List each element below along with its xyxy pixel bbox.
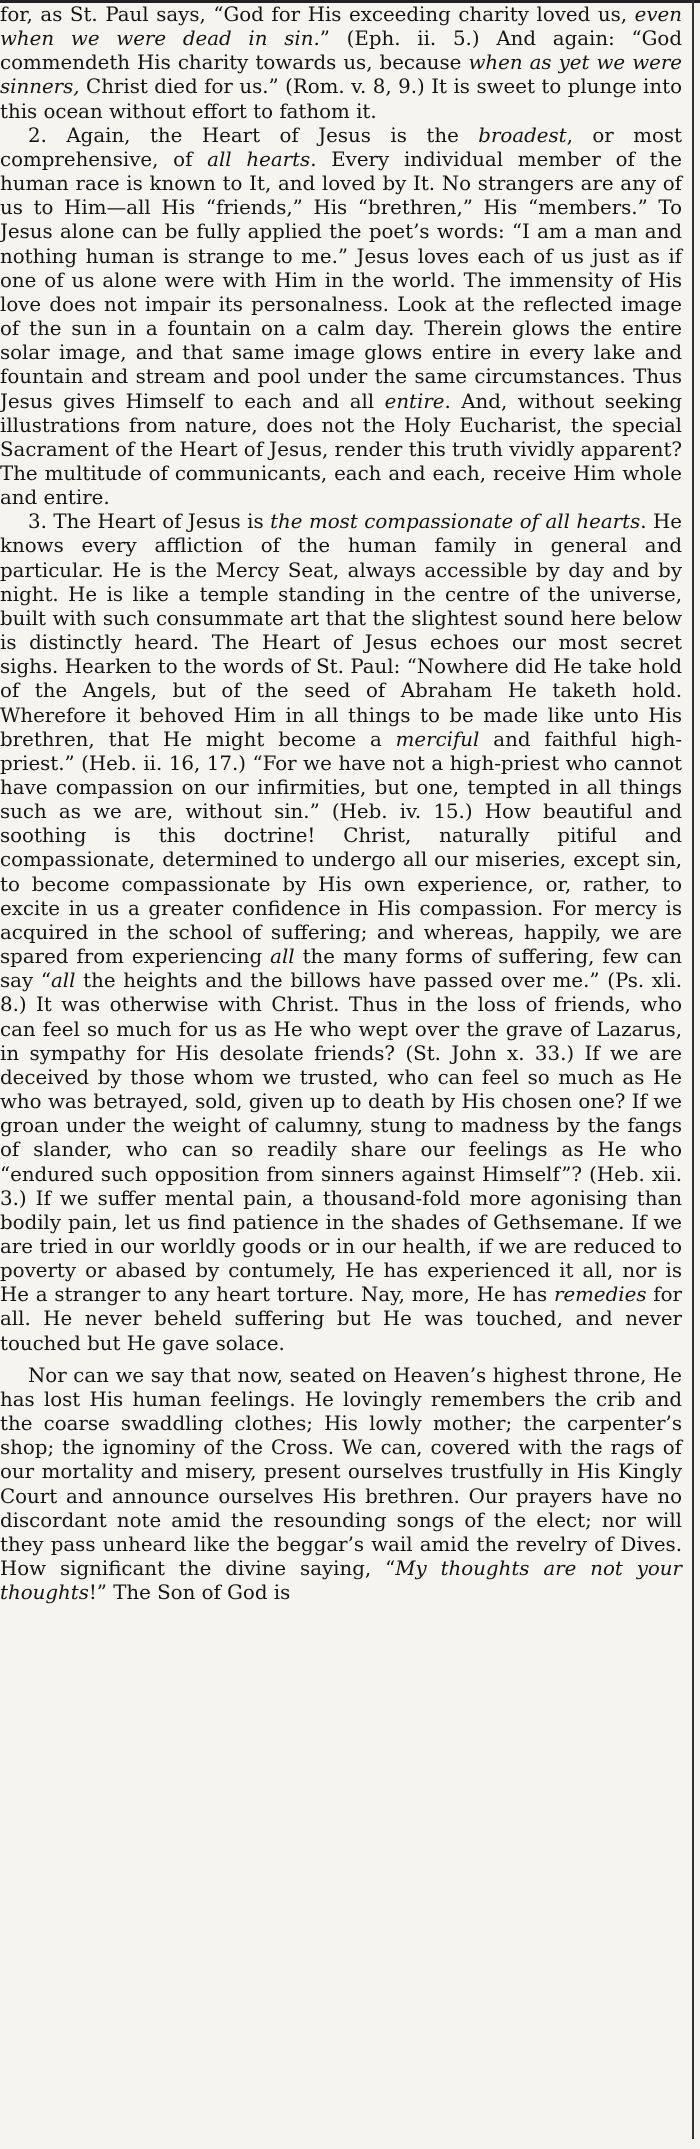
italic-phrase: remedies [554,1283,647,1307]
paragraph-eph-rom [0,3,682,124]
paragraph-compassionate-heart [0,510,682,1355]
italic-phrase: broadest [478,123,567,147]
text-run: for all. He never beheld suffering but He was touched, and never touched but He gave solace. [0,1283,682,1355]
text-run: . Every individual member of the human race is known to It, and loved by It. No strangers are any of us to Him—all His “friends,” His “brethren,” His “members.” To Jesus alone can be fully applied the poet’s words: “I am a man and nothing human is strange to me.” Jesus loves each of us just as if one of us alone were with Him in the world. The immensity of His love does not impair its personalness. Look at the reflected image of the sun in a fountain on a calm day. Therein glows the entire solar image, and that same image glows entire in every lake and fountain and stream and pool under the same circumstances. Thus Jesus gives Himself to each and all [0,147,683,413]
italic-phrase: merciful [395,727,480,751]
italic-phrase: all hearts [207,147,311,171]
italic-phrase: My thoughts are not your thoughts [0,1557,683,1605]
text-run: for, as St. Paul says, “God for His exceeding charity loved us, [0,3,635,26]
text-run: 2. Again, the Heart of Jesus is the [28,123,479,147]
text-run: and faithful high-priest.” (Heb. ii. 16, 17.) “For we have not a high-priest who cannot have compassion on our infirmities, but one, tempted in all things such as we are, without sin.” (Heb. iv. 15.) How beautiful and soothing is this doctrine! Christ, naturally pitiful and compassionate, determined to undergo all our miseries, except sin, to become compassionate by His own experience, or, rather, to excite in us a greater confidence in His compassion. For mercy is acquired in the school of suffering; and whereas, happily, we are spared from experiencing [0,727,682,969]
text-run: Nor can we say that now, seated on Heaven’s highest throne, He has lost His human feelings. He lovingly remembers the crib and the coarse swaddling clothes; His lowly mother; the carpenter’s shop; the ignominy of the Cross. We can, covered with the rags of our mortality and misery, present ourselves trustfully in His Kingly Court and announce ourselves His brethren. Our prayers have no discordant note amid the resounding songs of the elect; nor will they pass unheard like the beggar’s wail amid the revelry of Dives. How significant the divine saying, “ [0,1363,682,1580]
italic-phrase: all [270,945,295,969]
text-run: Christ died for us.” (Rom. v. 8, 9.) It is sweet to plunge into this ocean without effort to fathom it. [0,75,682,123]
text-run: 3. The Heart of Jesus is [28,510,271,534]
italic-phrase: when as yet we were sinners, [0,51,682,99]
text-run: the heights and the billows have passed over me.” (Ps. xli. 8.) It was otherwise with Christ. Thus in the loss of friends, who can feel so much for us as He who wept over the grave of Lazarus, in sympathy for His desolate friends? (St. John x. 33.) If we are deceived by those whom we trusted, who can feel so much as He who was betrayed, sold, given up to death by His chosen one? If we groan under the weight of calumny, stung to madness by the fangs of slander, who can so readily share our feelings as He who “endured such opposition from sinners against Himself”? (Heb. xii. 3.) If we suffer mental pain, a thousand-fold more agonising than bodily pain, let us find patience in the shades of Gethsemane. If we are tried in our worldly goods or in our health, if we are reduced to poverty or abased by contumely, He has experienced it all, nor is He a stranger to any heart torture. Nay, more, He has [0,969,682,1307]
paragraph-broadest-heart [0,124,682,511]
text-run: . And, without seeking illustrations from nature, does not the Holy Eucharist, the special Sacrament of the Heart of Jesus, render this truth vividly apparent? The multitude of communicants, each and each, receive Him whole and entire. [0,389,682,510]
paragraph-heavens-throne [0,1364,682,1606]
article-column [0,3,682,1605]
text-run: . He knows every affliction of the human family in general and particular. He is the Mercy Seat, always accessible by day and by night. He is like a temple standing in the centre of the universe, built with such consummate art that the slightest sound here below is distinctly heard. The Heart of Jesus echoes our most secret sighs. Hearken to the words of St. Paul: “Nowhere did He take hold of the Angels, but of the seed of Abraham He taketh hold. Wherefore it behoved Him in all things to be made like unto His brethren, that He might become a [0,510,682,751]
italic-phrase: the most compassionate of all hearts [270,510,641,534]
text-run: the many forms of suffering, few can say “ [0,945,682,993]
text-run: ” (Eph. ii. 5.) And again: “God commendeth His charity towards us, because [0,27,683,75]
right-column-rule [692,0,694,2149]
text-run: !” The Son of God is [88,1581,291,1605]
text-run: , or most comprehensive, of [0,123,683,171]
italic-phrase: entire [384,389,445,413]
page-bottom-cut [0,2139,700,2149]
italic-phrase: even when we were dead in sin. [0,3,682,51]
italic-phrase: all [50,969,76,993]
